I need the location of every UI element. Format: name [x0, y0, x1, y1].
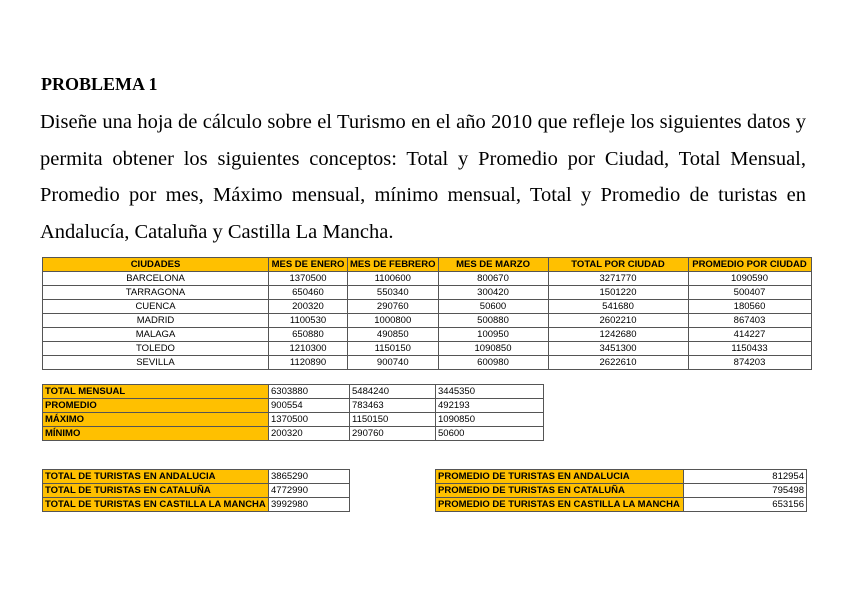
value-cell: 50600: [436, 427, 544, 441]
city-cell: SEVILLA: [43, 356, 269, 370]
value-cell: 783463: [350, 399, 436, 413]
region-totals-table: [42, 469, 350, 512]
table-row: [436, 484, 807, 498]
value-cell: 200320: [269, 300, 348, 314]
value-cell: 100950: [438, 328, 548, 342]
column-header: CIUDADES: [43, 258, 269, 272]
value-cell: 500880: [438, 314, 548, 328]
value-cell: 1120890: [269, 356, 348, 370]
region-averages-table: [435, 469, 807, 512]
value-cell: 490850: [348, 328, 439, 342]
value-cell: 1090850: [436, 413, 544, 427]
value-cell: 200320: [269, 427, 350, 441]
value-cell: 653156: [684, 498, 807, 512]
value-cell: 795498: [684, 484, 807, 498]
row-label: PROMEDIO DE TURISTAS EN CASTILLA LA MANCHA: [436, 498, 684, 512]
value-cell: 1100600: [348, 272, 439, 286]
value-cell: 6303880: [269, 385, 350, 399]
value-cell: 290760: [348, 300, 439, 314]
value-cell: 3271770: [548, 272, 688, 286]
value-cell: 4772990: [269, 484, 350, 498]
value-cell: 5484240: [350, 385, 436, 399]
value-cell: 874203: [688, 356, 811, 370]
column-header: MES DE MARZO: [438, 258, 548, 272]
problem-statement: Diseñe una hoja de cálculo sobre el Turismo en el año 2010 que refleje los siguientes datos y permita obtener los siguientes conceptos: Total y Promedio por Ciudad, Total Mensual, Promedio por mes, Máximo mensual, mínimo mensual, Total y Promedio de turistas en Andalucía, Cataluña y Castilla La Mancha.: [40, 111, 806, 243]
row-label: TOTAL DE TURISTAS EN CATALUÑA: [43, 484, 269, 498]
value-cell: 900740: [348, 356, 439, 370]
tourism-table: [42, 257, 812, 370]
value-cell: 50600: [438, 300, 548, 314]
table-row: [43, 286, 812, 300]
value-cell: 1501220: [548, 286, 688, 300]
column-header: MES DE FEBRERO: [348, 258, 439, 272]
row-label: MÍNIMO: [43, 427, 269, 441]
table-row: [436, 470, 807, 484]
table-row: [43, 342, 812, 356]
value-cell: 1090590: [688, 272, 811, 286]
table-row: [43, 385, 544, 399]
city-cell: TARRAGONA: [43, 286, 269, 300]
table-row: [43, 427, 544, 441]
header-row: [43, 258, 812, 272]
value-cell: 492193: [436, 399, 544, 413]
value-cell: 650880: [269, 328, 348, 342]
table-row: [43, 399, 544, 413]
value-cell: 900554: [269, 399, 350, 413]
value-cell: 300420: [438, 286, 548, 300]
row-label: PROMEDIO: [43, 399, 269, 413]
column-header: TOTAL POR CIUDAD: [548, 258, 688, 272]
value-cell: 1090850: [438, 342, 548, 356]
value-cell: 1370500: [269, 272, 348, 286]
value-cell: 1150150: [348, 342, 439, 356]
value-cell: 3865290: [269, 470, 350, 484]
table-row: [43, 300, 812, 314]
value-cell: 600980: [438, 356, 548, 370]
table-row: [43, 272, 812, 286]
value-cell: 550340: [348, 286, 439, 300]
row-label: TOTAL MENSUAL: [43, 385, 269, 399]
value-cell: 650460: [269, 286, 348, 300]
table-row: [43, 470, 350, 484]
row-label: PROMEDIO DE TURISTAS EN ANDALUCIA: [436, 470, 684, 484]
row-label: MÁXIMO: [43, 413, 269, 427]
table-row: [436, 498, 807, 512]
value-cell: 800670: [438, 272, 548, 286]
value-cell: 541680: [548, 300, 688, 314]
value-cell: 3451300: [548, 342, 688, 356]
city-cell: TOLEDO: [43, 342, 269, 356]
value-cell: 1150150: [350, 413, 436, 427]
value-cell: 180560: [688, 300, 811, 314]
value-cell: 500407: [688, 286, 811, 300]
value-cell: 867403: [688, 314, 811, 328]
value-cell: 1210300: [269, 342, 348, 356]
value-cell: 1150433: [688, 342, 811, 356]
city-cell: BARCELONA: [43, 272, 269, 286]
table-row: [43, 328, 812, 342]
value-cell: 3445350: [436, 385, 544, 399]
value-cell: 1370500: [269, 413, 350, 427]
table-row: [43, 498, 350, 512]
table-row: [43, 356, 812, 370]
city-cell: CUENCA: [43, 300, 269, 314]
problem-title: PROBLEMA 1: [41, 74, 158, 94]
row-label: TOTAL DE TURISTAS EN CASTILLA LA MANCHA: [43, 498, 269, 512]
table-row: [43, 314, 812, 328]
row-label: PROMEDIO DE TURISTAS EN CATALUÑA: [436, 484, 684, 498]
monthly-summary-table: [42, 384, 544, 441]
row-label: TOTAL DE TURISTAS EN ANDALUCIA: [43, 470, 269, 484]
column-header: PROMEDIO POR CIUDAD: [688, 258, 811, 272]
value-cell: 1242680: [548, 328, 688, 342]
column-header: MES DE ENERO: [269, 258, 348, 272]
value-cell: 2622610: [548, 356, 688, 370]
city-cell: MALAGA: [43, 328, 269, 342]
value-cell: 2602210: [548, 314, 688, 328]
value-cell: 3992980: [269, 498, 350, 512]
table-row: [43, 413, 544, 427]
table-row: [43, 484, 350, 498]
value-cell: 812954: [684, 470, 807, 484]
city-cell: MADRID: [43, 314, 269, 328]
value-cell: 1100530: [269, 314, 348, 328]
value-cell: 414227: [688, 328, 811, 342]
value-cell: 1000800: [348, 314, 439, 328]
value-cell: 290760: [350, 427, 436, 441]
